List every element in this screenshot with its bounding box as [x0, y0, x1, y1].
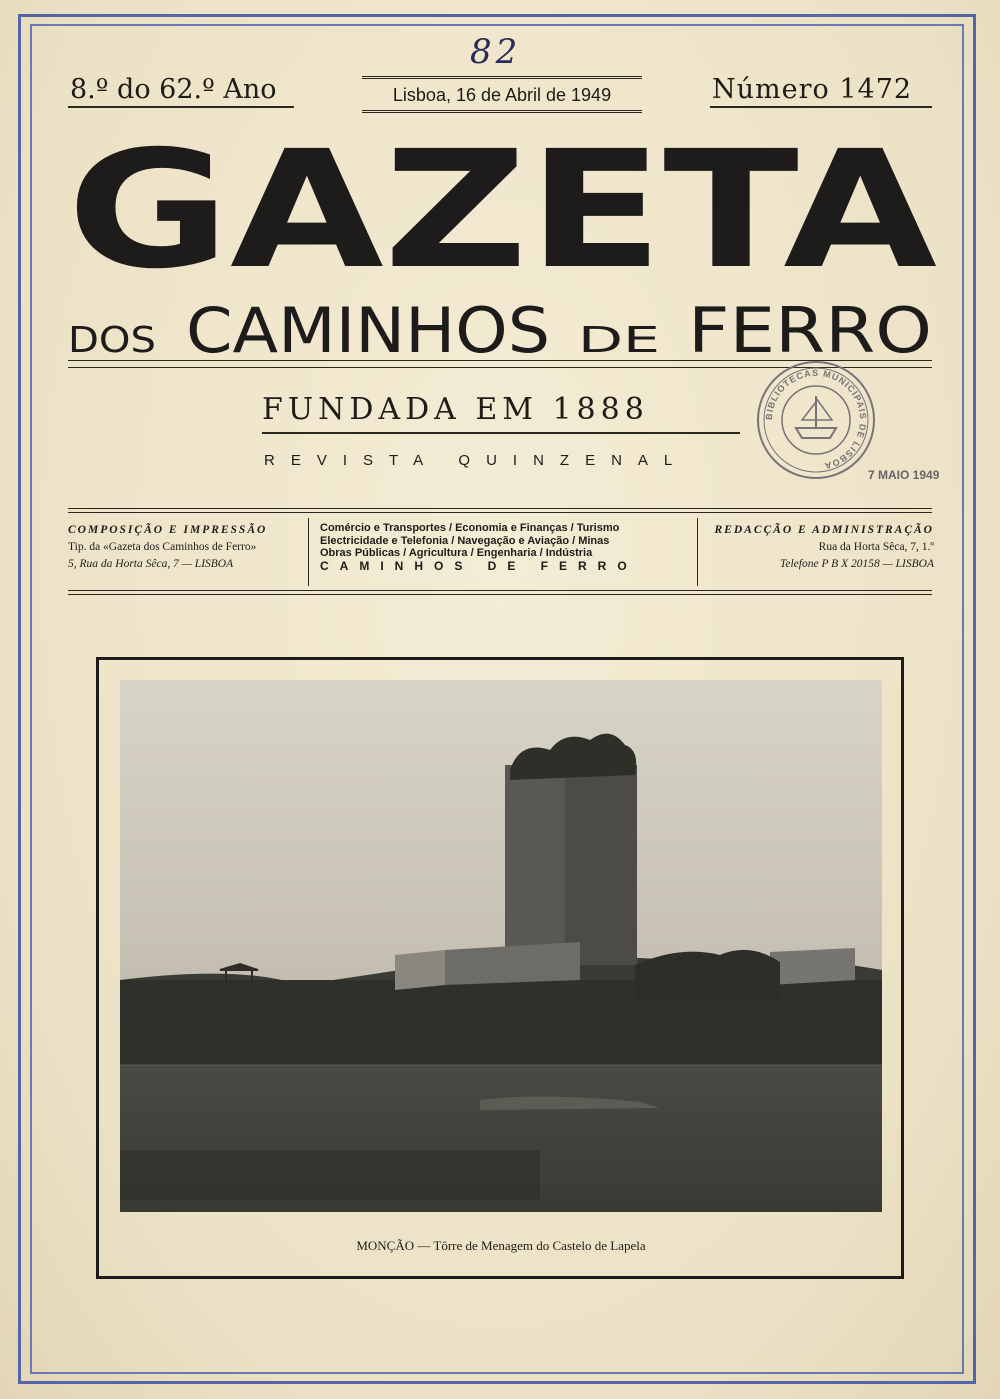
library-stamp-icon — [752, 356, 880, 484]
divider — [68, 512, 932, 513]
printing-address: 5, Rua da Horta Sêca, 7 — LISBOA — [68, 558, 234, 570]
masthead-title-text: GAZETA — [67, 134, 937, 284]
masthead-title — [62, 134, 942, 284]
photo-caption: MONÇÃO — Tôrre de Menagem do Castelo de Lapela — [356, 1238, 646, 1253]
divider — [262, 432, 740, 434]
stamp-date: 7 MAIO 1949 — [868, 468, 940, 482]
divider — [68, 594, 932, 595]
issue-date: Lisboa, 16 de Abril de 1949 — [362, 76, 642, 113]
printing-info — [68, 522, 296, 573]
founded-line: FUNDADA EM 1888 — [262, 392, 649, 427]
editorial-address: Rua da Horta Sêca, 7, 1.º — [818, 541, 934, 553]
editorial-phone: Telefone P B X 20158 — LISBOA — [780, 558, 934, 570]
divider — [308, 518, 309, 586]
divider — [68, 508, 932, 509]
subtitle-caminhos: CAMINHOS — [186, 294, 550, 362]
castle-tower-photo — [120, 680, 882, 1212]
divider — [697, 518, 698, 586]
topics-line: Obras Públicas / Agricultura / Engenharia / Indústria — [320, 547, 593, 559]
divider — [68, 590, 932, 591]
topics-railway: CAMINHOS DE FERRO — [320, 558, 638, 573]
topics-line: Electricidade e Telefonia / Navegação e Aviação / Minas — [320, 534, 610, 547]
divider — [710, 106, 932, 108]
topics-line: Comércio e Transportes / Economia e Finanças / Turismo — [320, 522, 620, 534]
topics-info — [320, 522, 686, 572]
editorial-heading: REDACÇÃO E ADMINISTRAÇÃO — [714, 524, 934, 536]
edition-label: 8.º do 62.º Ano — [70, 74, 277, 105]
editorial-info — [710, 522, 934, 573]
subtitle-de: DE — [578, 320, 660, 361]
periodicity-label: REVISTA QUINZENAL — [264, 452, 689, 469]
printing-heading: COMPOSIÇÃO E IMPRESSÃO — [68, 524, 268, 536]
printing-line: Tip. da «Gazeta dos Caminhos de Ferro» — [68, 541, 257, 553]
subtitle-dos: DOS — [68, 320, 156, 361]
masthead-subtitle — [68, 292, 934, 362]
handwritten-number: 82 — [470, 32, 522, 72]
issue-number: Número 1472 — [712, 74, 913, 105]
divider — [68, 106, 294, 108]
stamp-ring-text: BIBLIOTECAS MUNICIPAIS DE LISBOA — [763, 367, 869, 472]
subtitle-ferro: FERRO — [688, 294, 932, 362]
